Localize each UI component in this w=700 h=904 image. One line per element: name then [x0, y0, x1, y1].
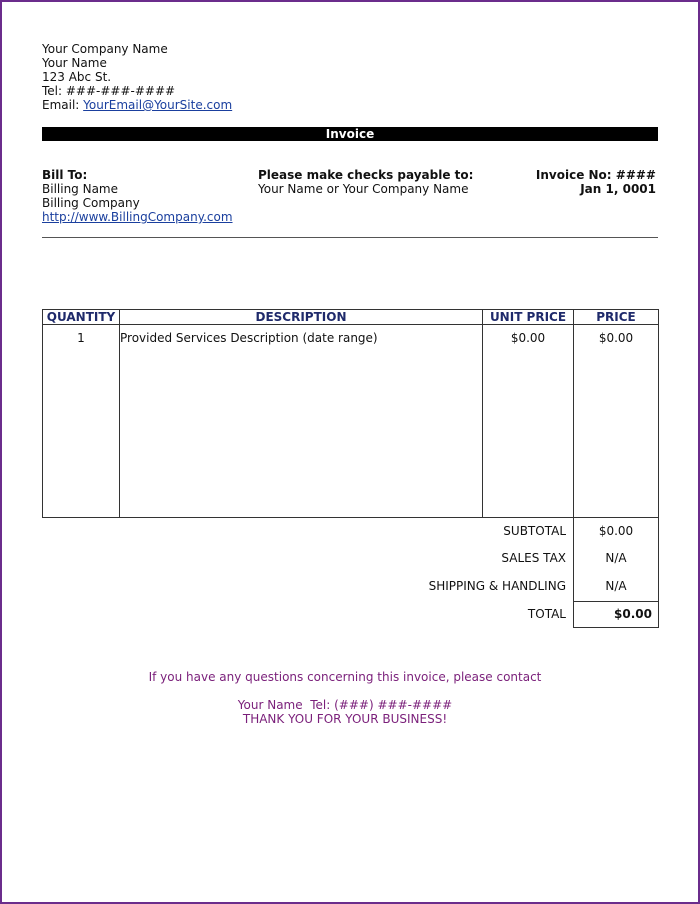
footer-contact: Your Name Tel: (###) ###-####	[237, 698, 453, 712]
company-email-row	[42, 98, 232, 112]
cell-quantity: 1	[43, 325, 120, 518]
table-row	[43, 325, 659, 518]
company-block	[42, 42, 232, 112]
company-contact-name: Your Name	[42, 56, 107, 70]
header-description: DESCRIPTION	[120, 310, 483, 325]
cell-unit-price: $0.00	[483, 325, 574, 518]
totals-divider	[573, 601, 658, 602]
company-tel: Tel: ###-###-####	[42, 84, 176, 98]
header-price: PRICE	[574, 310, 659, 325]
email-label: Email:	[42, 98, 84, 112]
bill-to-heading: Bill To:	[42, 168, 88, 182]
subtotal-label: SUBTOTAL	[503, 524, 566, 538]
invoice-number: Invoice No: ####	[535, 168, 656, 182]
invoice-title-bar: Invoice	[42, 127, 658, 141]
email-link[interactable]: YourEmail@YourSite.com	[83, 98, 233, 112]
billing-url-link[interactable]: http://www.BillingCompany.com	[42, 210, 233, 224]
bill-to-block	[42, 168, 233, 224]
shipping-label: SHIPPING & HANDLING	[428, 579, 566, 593]
header-unit-price: UNIT PRICE	[483, 310, 574, 325]
company-address: 123 Abc St.	[42, 70, 112, 84]
section-divider	[42, 237, 658, 238]
company-name: Your Company Name	[42, 42, 168, 56]
cell-price: $0.00	[574, 325, 659, 518]
total-value: $0.00	[614, 607, 652, 621]
footer-thanks: THANK YOU FOR YOUR BUSINESS!	[242, 712, 448, 726]
invoice-date: Jan 1, 0001	[580, 182, 656, 196]
sales-tax-label: SALES TAX	[501, 551, 566, 565]
invoice-info-block	[536, 168, 656, 196]
items-table	[42, 309, 659, 518]
footer-questions: If you have any questions concerning this invoice, please contact	[148, 670, 542, 684]
payable-heading: Please make checks payable to:	[258, 168, 474, 182]
cell-description: Provided Services Description (date range)	[120, 325, 483, 518]
payable-value: Your Name or Your Company Name	[258, 182, 469, 196]
billing-company: Billing Company	[42, 196, 140, 210]
sales-tax-value: N/A	[605, 551, 627, 565]
shipping-value: N/A	[605, 579, 627, 593]
table-header-row	[43, 310, 659, 325]
total-label: TOTAL	[527, 607, 566, 621]
subtotal-value: $0.00	[598, 524, 634, 538]
billing-name: Billing Name	[42, 182, 119, 196]
header-quantity: QUANTITY	[43, 310, 120, 325]
payable-block	[258, 168, 473, 196]
